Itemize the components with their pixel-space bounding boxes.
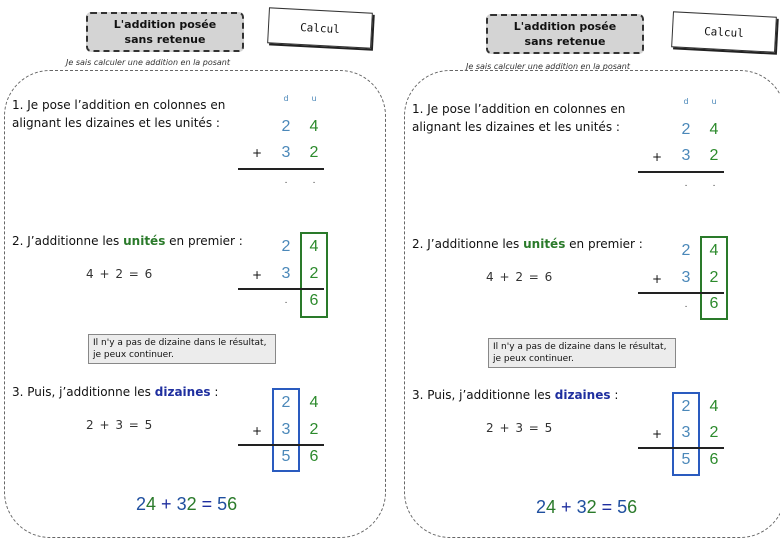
info-note: Il n'y a pas de dizaine dans le résultat, je peux continuer. xyxy=(488,338,676,368)
sum-line xyxy=(238,288,324,290)
placeholder-dot: . xyxy=(684,300,688,310)
plus-sign: + xyxy=(252,424,263,438)
title-line: L'addition posée xyxy=(113,18,217,31)
bottom-tens-digit: 3 xyxy=(281,265,291,282)
final-equals: = xyxy=(201,494,213,514)
subject-tag xyxy=(671,11,777,52)
top-tens-digit: 2 xyxy=(681,242,691,259)
final-units: 6 xyxy=(627,497,638,517)
step-2-prefix: 2. J’additionne les xyxy=(412,237,520,251)
title-box xyxy=(486,14,644,54)
plus-sign: + xyxy=(652,427,663,441)
step-3-prefix: 3. Puis, j’additionne les xyxy=(12,385,151,399)
top-units-digit: 4 xyxy=(309,118,319,135)
placeholder-dot: . xyxy=(684,179,688,189)
column-header-units: u xyxy=(311,94,317,103)
title-box xyxy=(86,12,244,52)
column-header-tens: d xyxy=(683,97,689,106)
bottom-units-digit: 2 xyxy=(709,147,719,164)
placeholder-dot: . xyxy=(284,296,288,306)
title-line: L'addition posée xyxy=(513,20,617,33)
placeholder-dot: . xyxy=(712,179,716,189)
result-tens-digit: 5 xyxy=(281,448,291,465)
title-line: sans retenue xyxy=(524,35,606,48)
placeholder-dot: . xyxy=(284,176,288,186)
final-tens: 3 xyxy=(576,497,587,517)
bottom-units-digit: 2 xyxy=(309,144,319,161)
bottom-units-digit: 2 xyxy=(709,269,719,286)
step-3-text xyxy=(412,386,618,404)
top-units-digit: 4 xyxy=(709,121,719,138)
step-3-highlight: dizaines xyxy=(554,388,611,402)
title-line: sans retenue xyxy=(124,33,206,46)
step-2-suffix: en premier : xyxy=(569,237,643,251)
step-3-prefix: 3. Puis, j’additionne les xyxy=(412,388,551,402)
units-equation: 4 + 2 = 6 xyxy=(486,270,554,284)
bottom-tens-digit: 3 xyxy=(681,147,691,164)
plus-sign: + xyxy=(652,272,663,286)
top-tens-digit: 2 xyxy=(281,118,291,135)
placeholder-dot: . xyxy=(312,176,316,186)
final-tens: 5 xyxy=(617,497,628,517)
worksheet-card-right xyxy=(400,0,780,540)
subject-tag-label: Calcul xyxy=(703,24,745,40)
step-3-suffix: : xyxy=(214,385,219,399)
final-tens: 2 xyxy=(536,497,547,517)
step-2-text xyxy=(12,232,243,250)
plus-sign: + xyxy=(252,146,263,160)
top-units-digit: 4 xyxy=(309,394,319,411)
sum-line xyxy=(638,292,724,294)
step-3-highlight: dizaines xyxy=(154,385,211,399)
result-units-digit: 6 xyxy=(309,448,319,465)
subject-tag xyxy=(267,7,373,48)
top-units-digit: 4 xyxy=(709,242,719,259)
step-3-text xyxy=(12,383,218,401)
subject-tag-label: Calcul xyxy=(299,20,341,36)
top-tens-digit: 2 xyxy=(681,121,691,138)
info-note: Il n'y a pas de dizaine dans le résultat, je peux continuer. xyxy=(88,334,276,364)
plus-sign: + xyxy=(252,268,263,282)
result-units-digit: 6 xyxy=(709,295,719,312)
plus-sign: + xyxy=(652,150,663,164)
final-equals: = xyxy=(601,497,613,517)
top-tens-digit: 2 xyxy=(281,394,291,411)
top-tens-digit: 2 xyxy=(281,238,291,255)
final-units: 2 xyxy=(186,494,197,514)
result-units-digit: 6 xyxy=(709,451,719,468)
bottom-tens-digit: 3 xyxy=(681,424,691,441)
subtitle: Je sais calculer une addition en la posant xyxy=(466,62,631,71)
top-tens-digit: 2 xyxy=(681,398,691,415)
final-units: 4 xyxy=(546,497,557,517)
final-plus: + xyxy=(561,497,572,517)
step-2-highlight: unités xyxy=(123,234,166,248)
tens-equation: 2 + 3 = 5 xyxy=(86,418,154,432)
column-header-tens: d xyxy=(283,94,289,103)
sum-line xyxy=(638,171,724,173)
step-1-text: 1. Je pose l’addition en colonnes en alignant les dizaines et les unités : xyxy=(412,102,626,134)
final-units: 6 xyxy=(227,494,238,514)
step-2-text xyxy=(412,235,643,253)
units-equation: 4 + 2 = 6 xyxy=(86,267,154,281)
final-units: 4 xyxy=(146,494,157,514)
final-plus: + xyxy=(161,494,172,514)
bottom-units-digit: 2 xyxy=(709,424,719,441)
subtitle: Je sais calculer une addition en la posant xyxy=(66,58,231,67)
step-2-prefix: 2. J’additionne les xyxy=(12,234,120,248)
sum-line xyxy=(638,447,724,449)
top-units-digit: 4 xyxy=(309,238,319,255)
bottom-units-digit: 2 xyxy=(309,265,319,282)
final-units: 2 xyxy=(586,497,597,517)
step-2-suffix: en premier : xyxy=(169,234,243,248)
bottom-tens-digit: 3 xyxy=(281,421,291,438)
bottom-units-digit: 2 xyxy=(309,421,319,438)
top-units-digit: 4 xyxy=(709,398,719,415)
final-equation xyxy=(536,497,637,518)
step-2-highlight: unités xyxy=(523,237,566,251)
step-3-suffix: : xyxy=(614,388,619,402)
result-units-digit: 6 xyxy=(309,292,319,309)
sum-line xyxy=(238,444,324,446)
tens-equation: 2 + 3 = 5 xyxy=(486,421,554,435)
bottom-tens-digit: 3 xyxy=(681,269,691,286)
result-tens-digit: 5 xyxy=(681,451,691,468)
column-header-units: u xyxy=(711,97,717,106)
step-1-text: 1. Je pose l’addition en colonnes en alignant les dizaines et les unités : xyxy=(12,98,226,130)
final-tens: 2 xyxy=(136,494,147,514)
final-equation xyxy=(136,494,237,515)
final-tens: 5 xyxy=(217,494,228,514)
content-frame xyxy=(4,70,386,538)
final-tens: 3 xyxy=(176,494,187,514)
bottom-tens-digit: 3 xyxy=(281,144,291,161)
sum-line xyxy=(238,168,324,170)
